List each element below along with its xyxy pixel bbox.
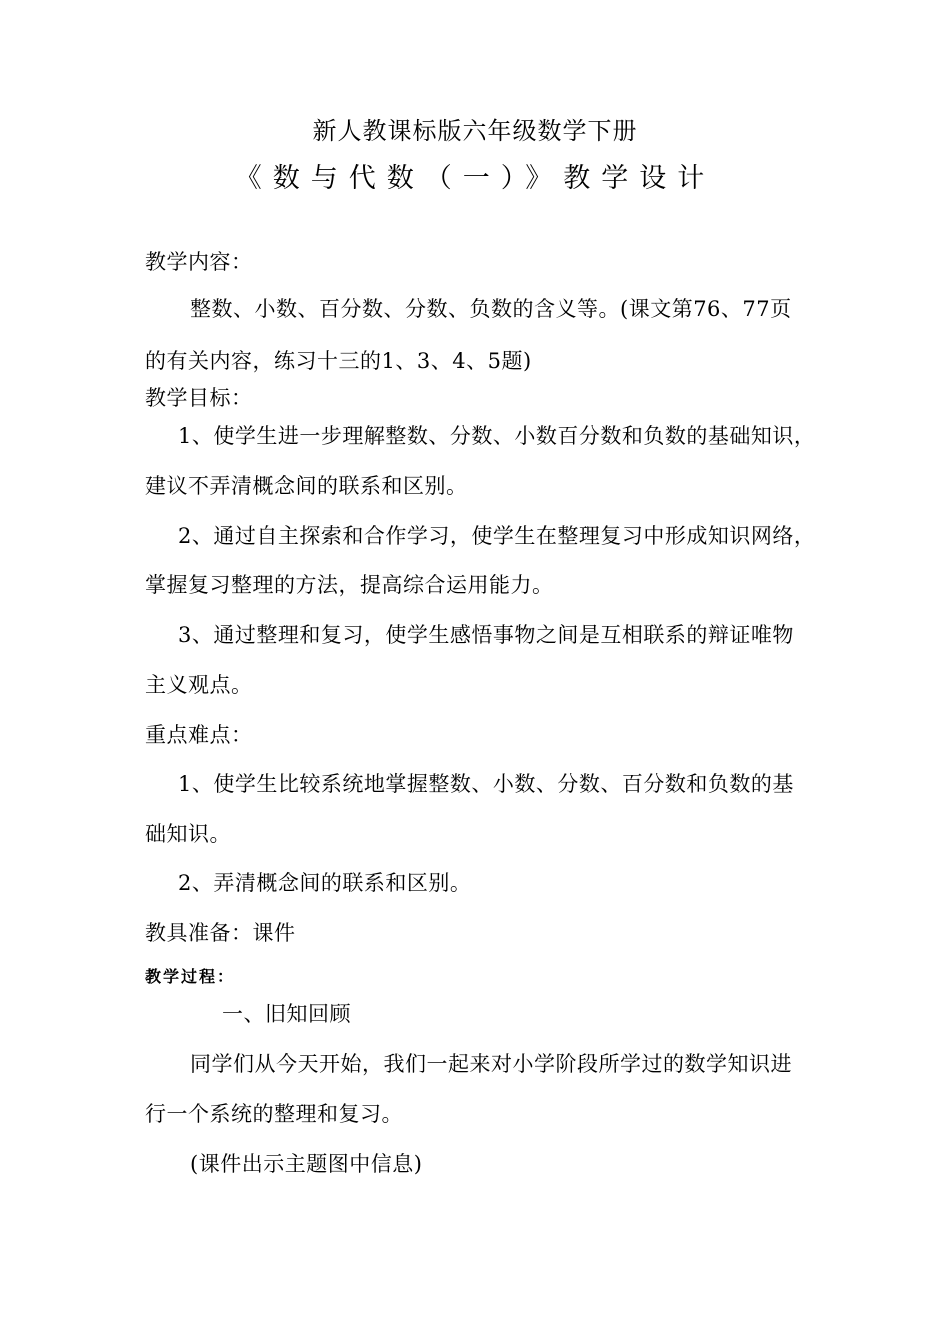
- content-body-line-1: 整数、小数、百分数、分数、负数的含义等。(课文第76、77页: [190, 297, 792, 321]
- key-points-label: 重点难点：: [145, 723, 253, 747]
- process-para-1-line-1: 同学们从今天开始，我们一起来对小学阶段所学过的数学知识进: [190, 1052, 792, 1076]
- title-line-2: 《数与代数（一）》教学设计: [234, 163, 716, 194]
- objective-1-line-2: 建议不弄清概念间的联系和区别。: [145, 474, 468, 498]
- objective-1-line-1: 1、使学生进一步理解整数、分数、小数百分数和负数的基础知识，: [178, 424, 816, 448]
- key-point-1-line-1: 1、使学生比较系统地掌握整数、小数、分数、百分数和负数的基: [178, 772, 794, 796]
- objective-3-line-2: 主义观点。: [145, 673, 253, 697]
- objective-2-line-1: 2、通过自主探索和合作学习，使学生在整理复习中形成知识网络，: [178, 524, 816, 548]
- objective-2-line-2: 掌握复习整理的方法，提高综合运用能力。: [145, 573, 554, 597]
- key-point-2: 2、弄清概念间的联系和区别。: [178, 871, 472, 895]
- objectives-label: 教学目标：: [145, 386, 253, 410]
- tools-text: 教具准备：课件: [145, 921, 296, 945]
- key-point-1-line-2: 础知识。: [145, 822, 231, 846]
- title-line-1: 新人教课标版六年级数学下册: [312, 117, 638, 145]
- objective-3-line-1: 3、通过整理和复习，使学生感悟事物之间是互相联系的辩证唯物: [178, 623, 794, 647]
- process-para-1-line-2: 行一个系统的整理和复习。: [145, 1102, 403, 1126]
- process-para-2: (课件出示主题图中信息): [190, 1152, 423, 1176]
- process-label: 教学过程：: [145, 967, 236, 986]
- section-1-title: 一、旧知回顾: [222, 1002, 351, 1026]
- content-body-line-2: 的有关内容，练习十三的1、3、4、5题): [145, 349, 532, 373]
- content-label: 教学内容：: [145, 250, 253, 274]
